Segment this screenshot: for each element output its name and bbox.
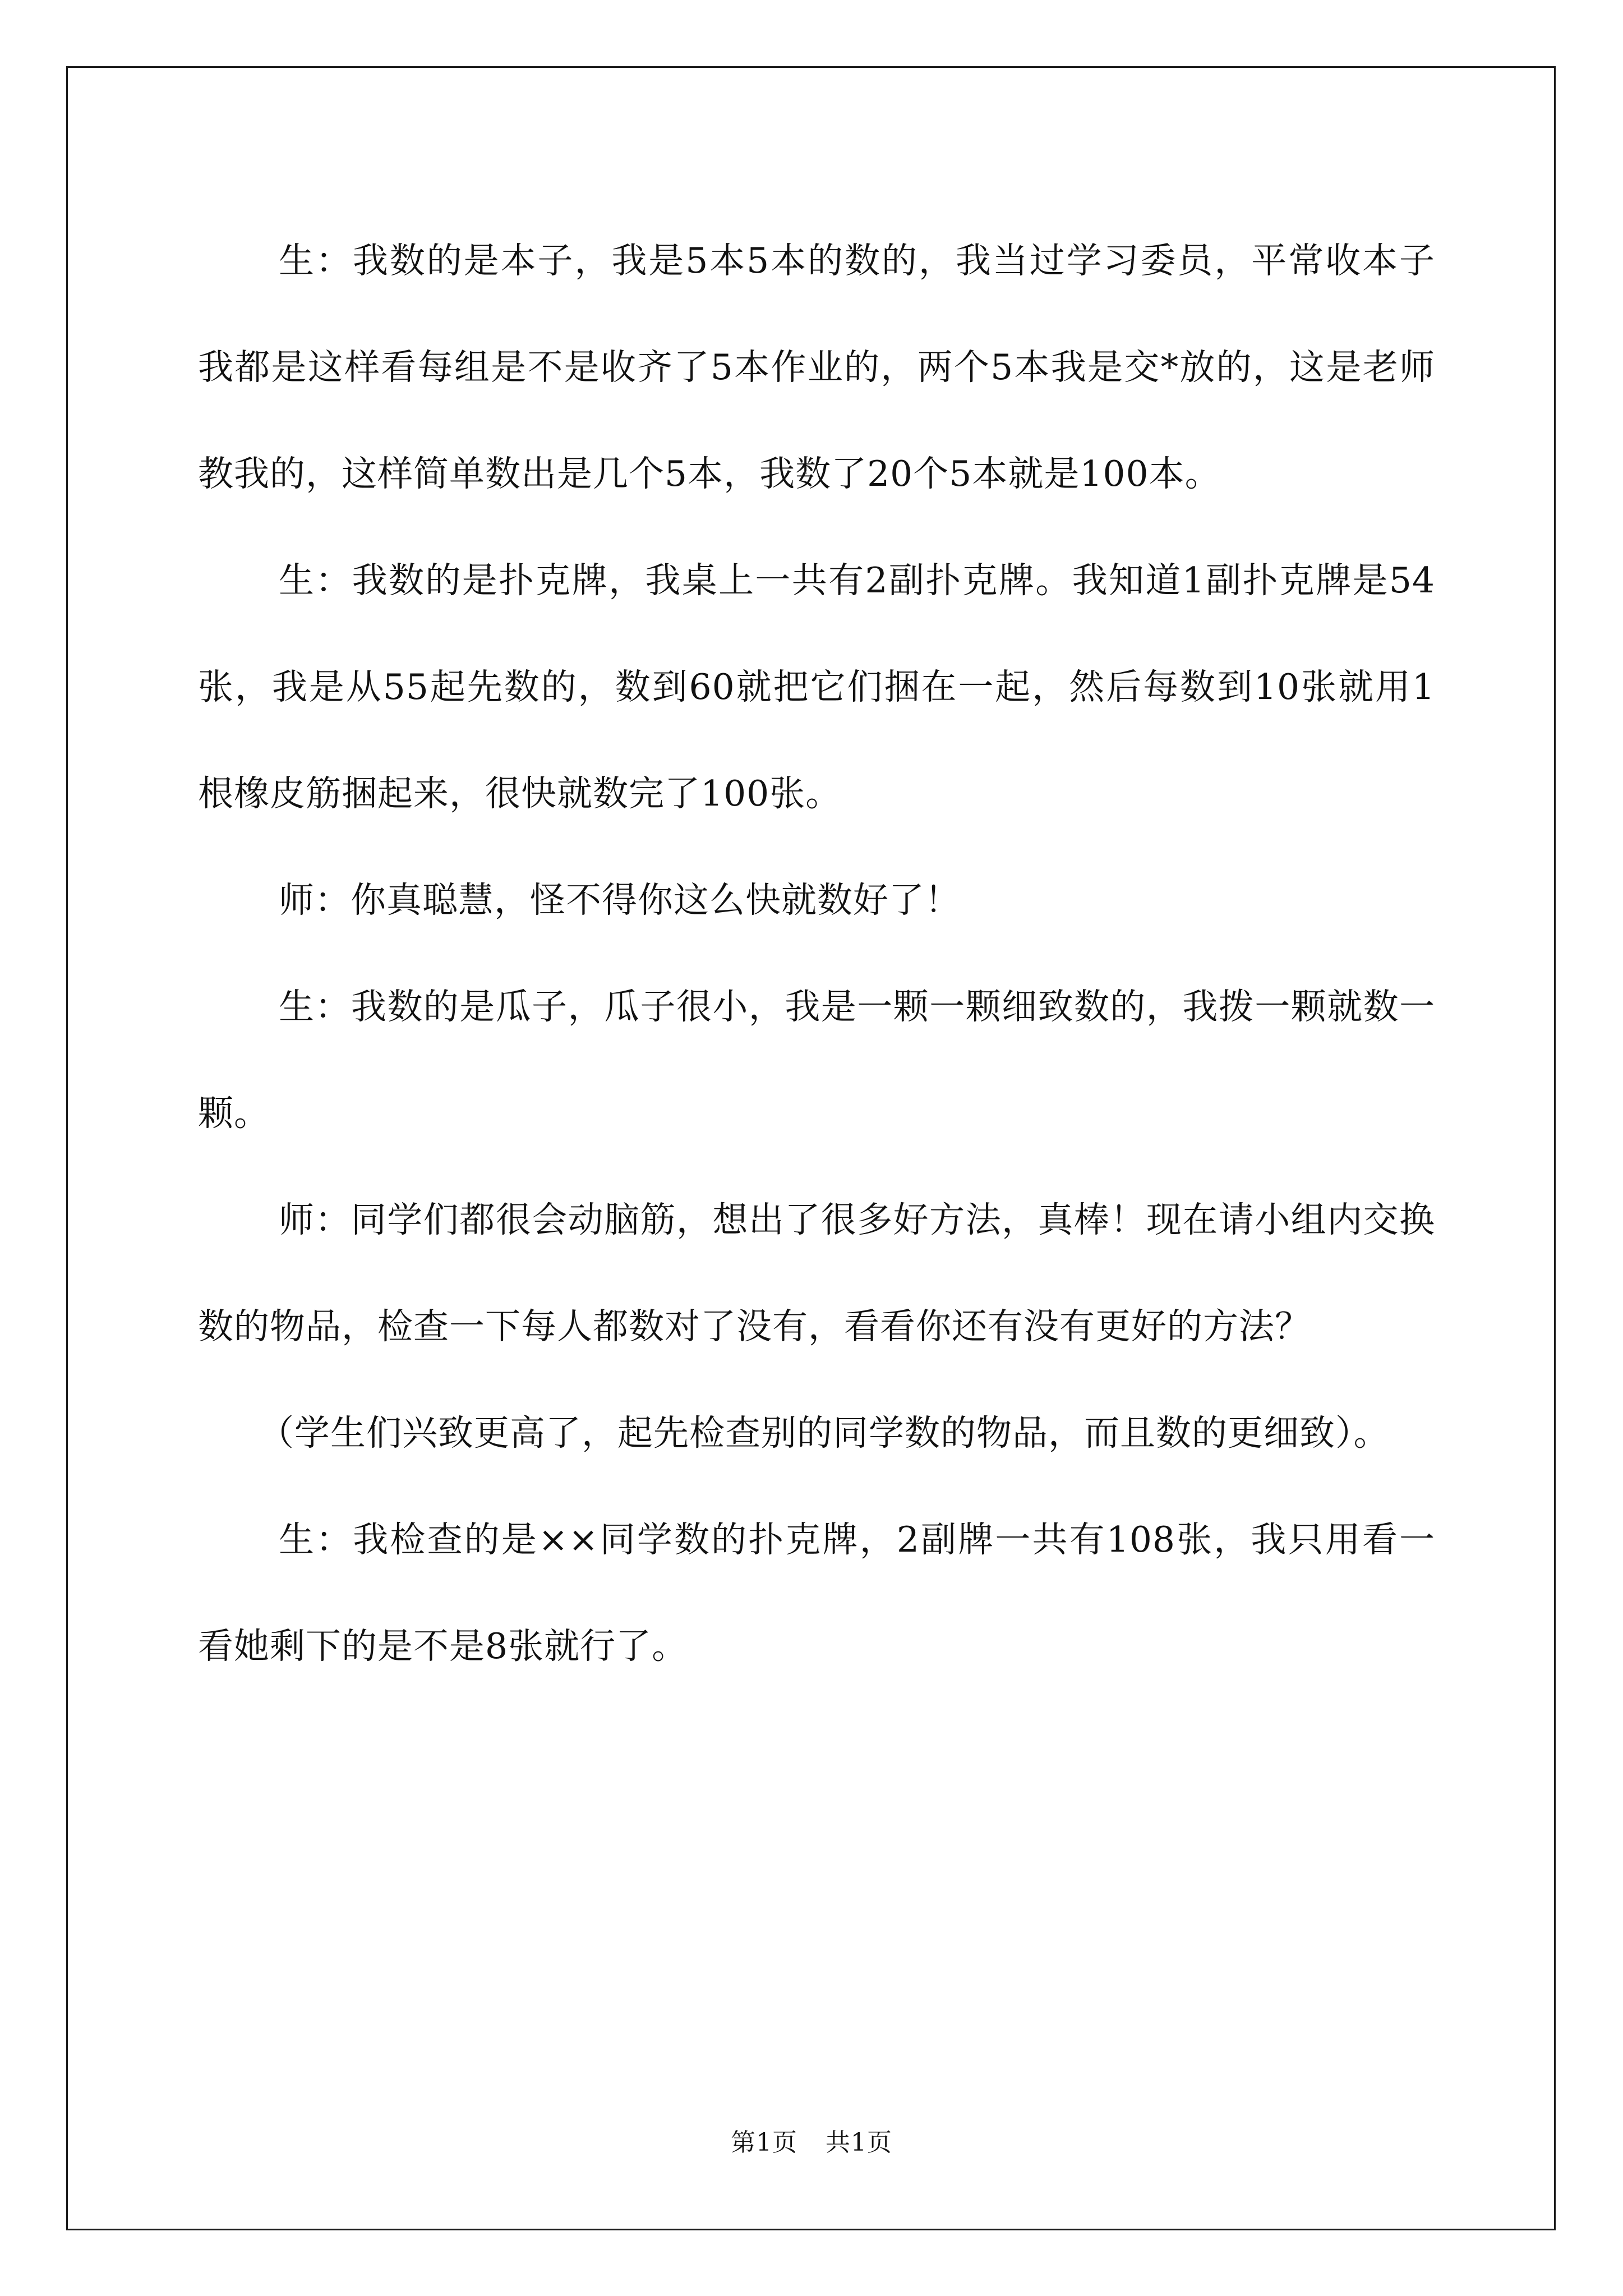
document-body: [198, 208, 1435, 1700]
paragraph: （学生们兴致更高了，起先检查别的同学数的物品，而且数的更细致）。: [259, 1412, 1390, 1453]
paragraph: 生：我数的是扑克牌，我桌上一共有2副扑克牌。我知道1副扑克牌是54张，我是从55起先数的，数到60就把它们捆在一起，然后每数到10张就用1根橡皮筋捆起来，很快就数完了100张。: [198, 560, 1435, 814]
paragraph: 生：我检查的是××同学数的扑克牌，2副牌一共有108张，我只用看一看她剩下的是不是8张就行了。: [198, 1519, 1435, 1667]
paragraph: 生：我数的是瓜子，瓜子很小，我是一颗一颗细致数的，我拨一颗就数一颗。: [198, 986, 1435, 1134]
paragraph: 师：你真聪慧，怪不得你这么快就数好了！: [279, 880, 961, 921]
page-number-current: 第1页: [731, 2128, 797, 2157]
page-footer: [0, 2126, 1623, 2160]
page-number-total: 共1页: [826, 2128, 892, 2157]
paragraph: 生：我数的是本子，我是5本5本的数的，我当过学习委员，平常收本子我都是这样看每组是不是收齐了5本作业的，两个5本我是交*放的，这是老师教我的，这样简单数出是几个5本，我数了20个5本就是100本。: [198, 240, 1435, 494]
paragraph: 师：同学们都很会动脑筋，想出了很多好方法，真棒！现在请小组内交换数的物品，检查一下每人都数对了没有，看看你还有没有更好的方法？: [198, 1199, 1435, 1347]
